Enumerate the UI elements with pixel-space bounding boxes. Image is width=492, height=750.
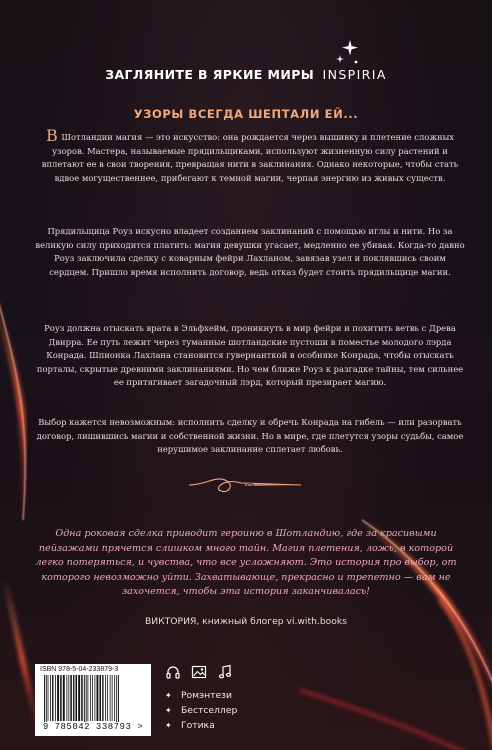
music-note-icon [217,664,233,680]
format-icons [165,663,245,681]
barcode-bar [68,675,69,721]
barcode-bar [55,675,56,721]
annotation-paragraph-3: Роуз должна отыскать врата в Эльфхейм, проникнуть в мир фейри и похитить ветвь с Древа Двирра. Ее путь лежит через туманные шотландские пустоши в поместье молодого лэрда Конрада. Шпионка Лахлана становится гувернанткой в особняке Конрада, чтобы отыскать порталы, скрытые древними заклинаниями. Но чем ближе Роуз к разгадке тайны, тем сильнее ее притягивает загадочный лэрд, который презирает магию. [36,323,464,388]
barcode-bar [70,675,72,721]
tagline: УЗОРЫ ВСЕГДА ШЕПТАЛИ ЕЙ... [133,107,359,121]
barcode-bar [90,675,91,721]
barcode-bar [48,675,49,721]
sparkle-bullet-icon: ✦ [165,706,172,715]
barcode-bar [86,675,87,725]
drop-cap: В [45,126,58,145]
sparkle-bullet-icon: ✦ [165,691,172,700]
barcode-bar [114,675,115,721]
barcode-bar [95,675,96,721]
needle-thread-ornament-icon [185,472,307,498]
barcode-bar [88,675,89,721]
barcode-bar [81,675,83,721]
reviewer-quote: Одна роковая сделка приводит героиню в Шотландию, где за красивыми пейзажами прячется слишком много тайн. Магия плетения, ложь, в которой легко потеряться, и чувства, что все усложняют. Это история про выбор, от которого невозможно уйти. Захватывающе, прекрасно и трепетно — вам не захочется, чтобы эта история заканчивалась! [35,528,457,598]
barcode-bar [50,675,51,721]
barcode-bar [52,675,53,721]
sparkle-bullet-icon: ✦ [165,721,172,730]
publisher-series-banner [0,67,492,82]
barcode-bar [116,675,117,725]
genre-item: ✦ Ромэнтези [165,690,233,701]
annotation-paragraph-1-text: Шотландии магия — это искусство: она рождается через вышивку и плетение сложных узоров. Мастера, называемые прядильщиками, используют жизненную силу растений и вплетают ее в свои творения, превращая нити в заклинания. Однако некоторые, чтобы стать вдвое могущественнее, прибегают к темной магии, черпая энергию из живых существ. [41,132,459,183]
barcode-bar [76,675,78,721]
barcode-bar [112,675,113,721]
barcode-bar [110,675,111,721]
genre-item: ✦ Бестселлер [165,705,238,716]
barcode-bar [63,675,65,721]
publisher-logo-text: INSPIRIA [322,67,387,82]
genre-list [165,688,237,733]
barcode-bar [57,675,59,721]
barcode-bar [66,675,67,721]
barcode-bar [46,675,47,725]
barcode-digits: 9 785042 338793 > [35,722,151,732]
barcode-bar [84,675,85,725]
barcode-bar [118,675,119,725]
annotation-paragraph-1 [35,126,465,185]
barcode-bar [107,675,108,721]
barcode-bars [43,675,147,725]
reviewer-attribution: ВИКТОРИЯ, книжный блогер vi.with.books [144,616,348,627]
isbn-barcode [35,664,151,736]
annotation-paragraph-2: Прядильщица Роуз искусно владеет созданием заклинаний с помощью иглы и нити. Но за великую силу приходится платить: магия девушки угасает, медленно ее убивая. Когда-то давно Роуз заключила сделку с коварным фейри Лахланом, завязав узел и поклявшись своим сердцем. Пришло время исполнить договор, ведь отказ будет стоить прядильщице магии. [35,226,465,277]
barcode-bar [92,675,93,721]
barcode-bar [60,675,62,721]
sparkle-icon [332,38,362,68]
illustrations-image-icon [191,664,207,680]
barcode-bar [44,675,45,725]
isbn-number: ISBN 978-5-04-233879-3 [40,666,119,673]
barcode-bar [78,675,80,721]
barcode-bar [105,675,106,721]
barcode-bar [102,675,103,721]
series-slogan: ЗАГЛЯНИТЕ В ЯРКИЕ МИРЫ [105,67,315,82]
audiobook-headphones-icon [165,664,181,680]
barcode-bar [97,675,99,721]
genre-item: ✦ Готика [165,720,215,731]
annotation-paragraph-4: Выбор кажется невозможным: исполнить сделку и обречь Конрада на гибель — или разорвать договор, лишившись магии и собственной жизни. Но в мире, где плетутся узоры судьбы, самое нерушимое заклинание сплетает любовь. [36,417,464,455]
barcode-bar [73,675,74,721]
barcode-bar [100,675,102,721]
